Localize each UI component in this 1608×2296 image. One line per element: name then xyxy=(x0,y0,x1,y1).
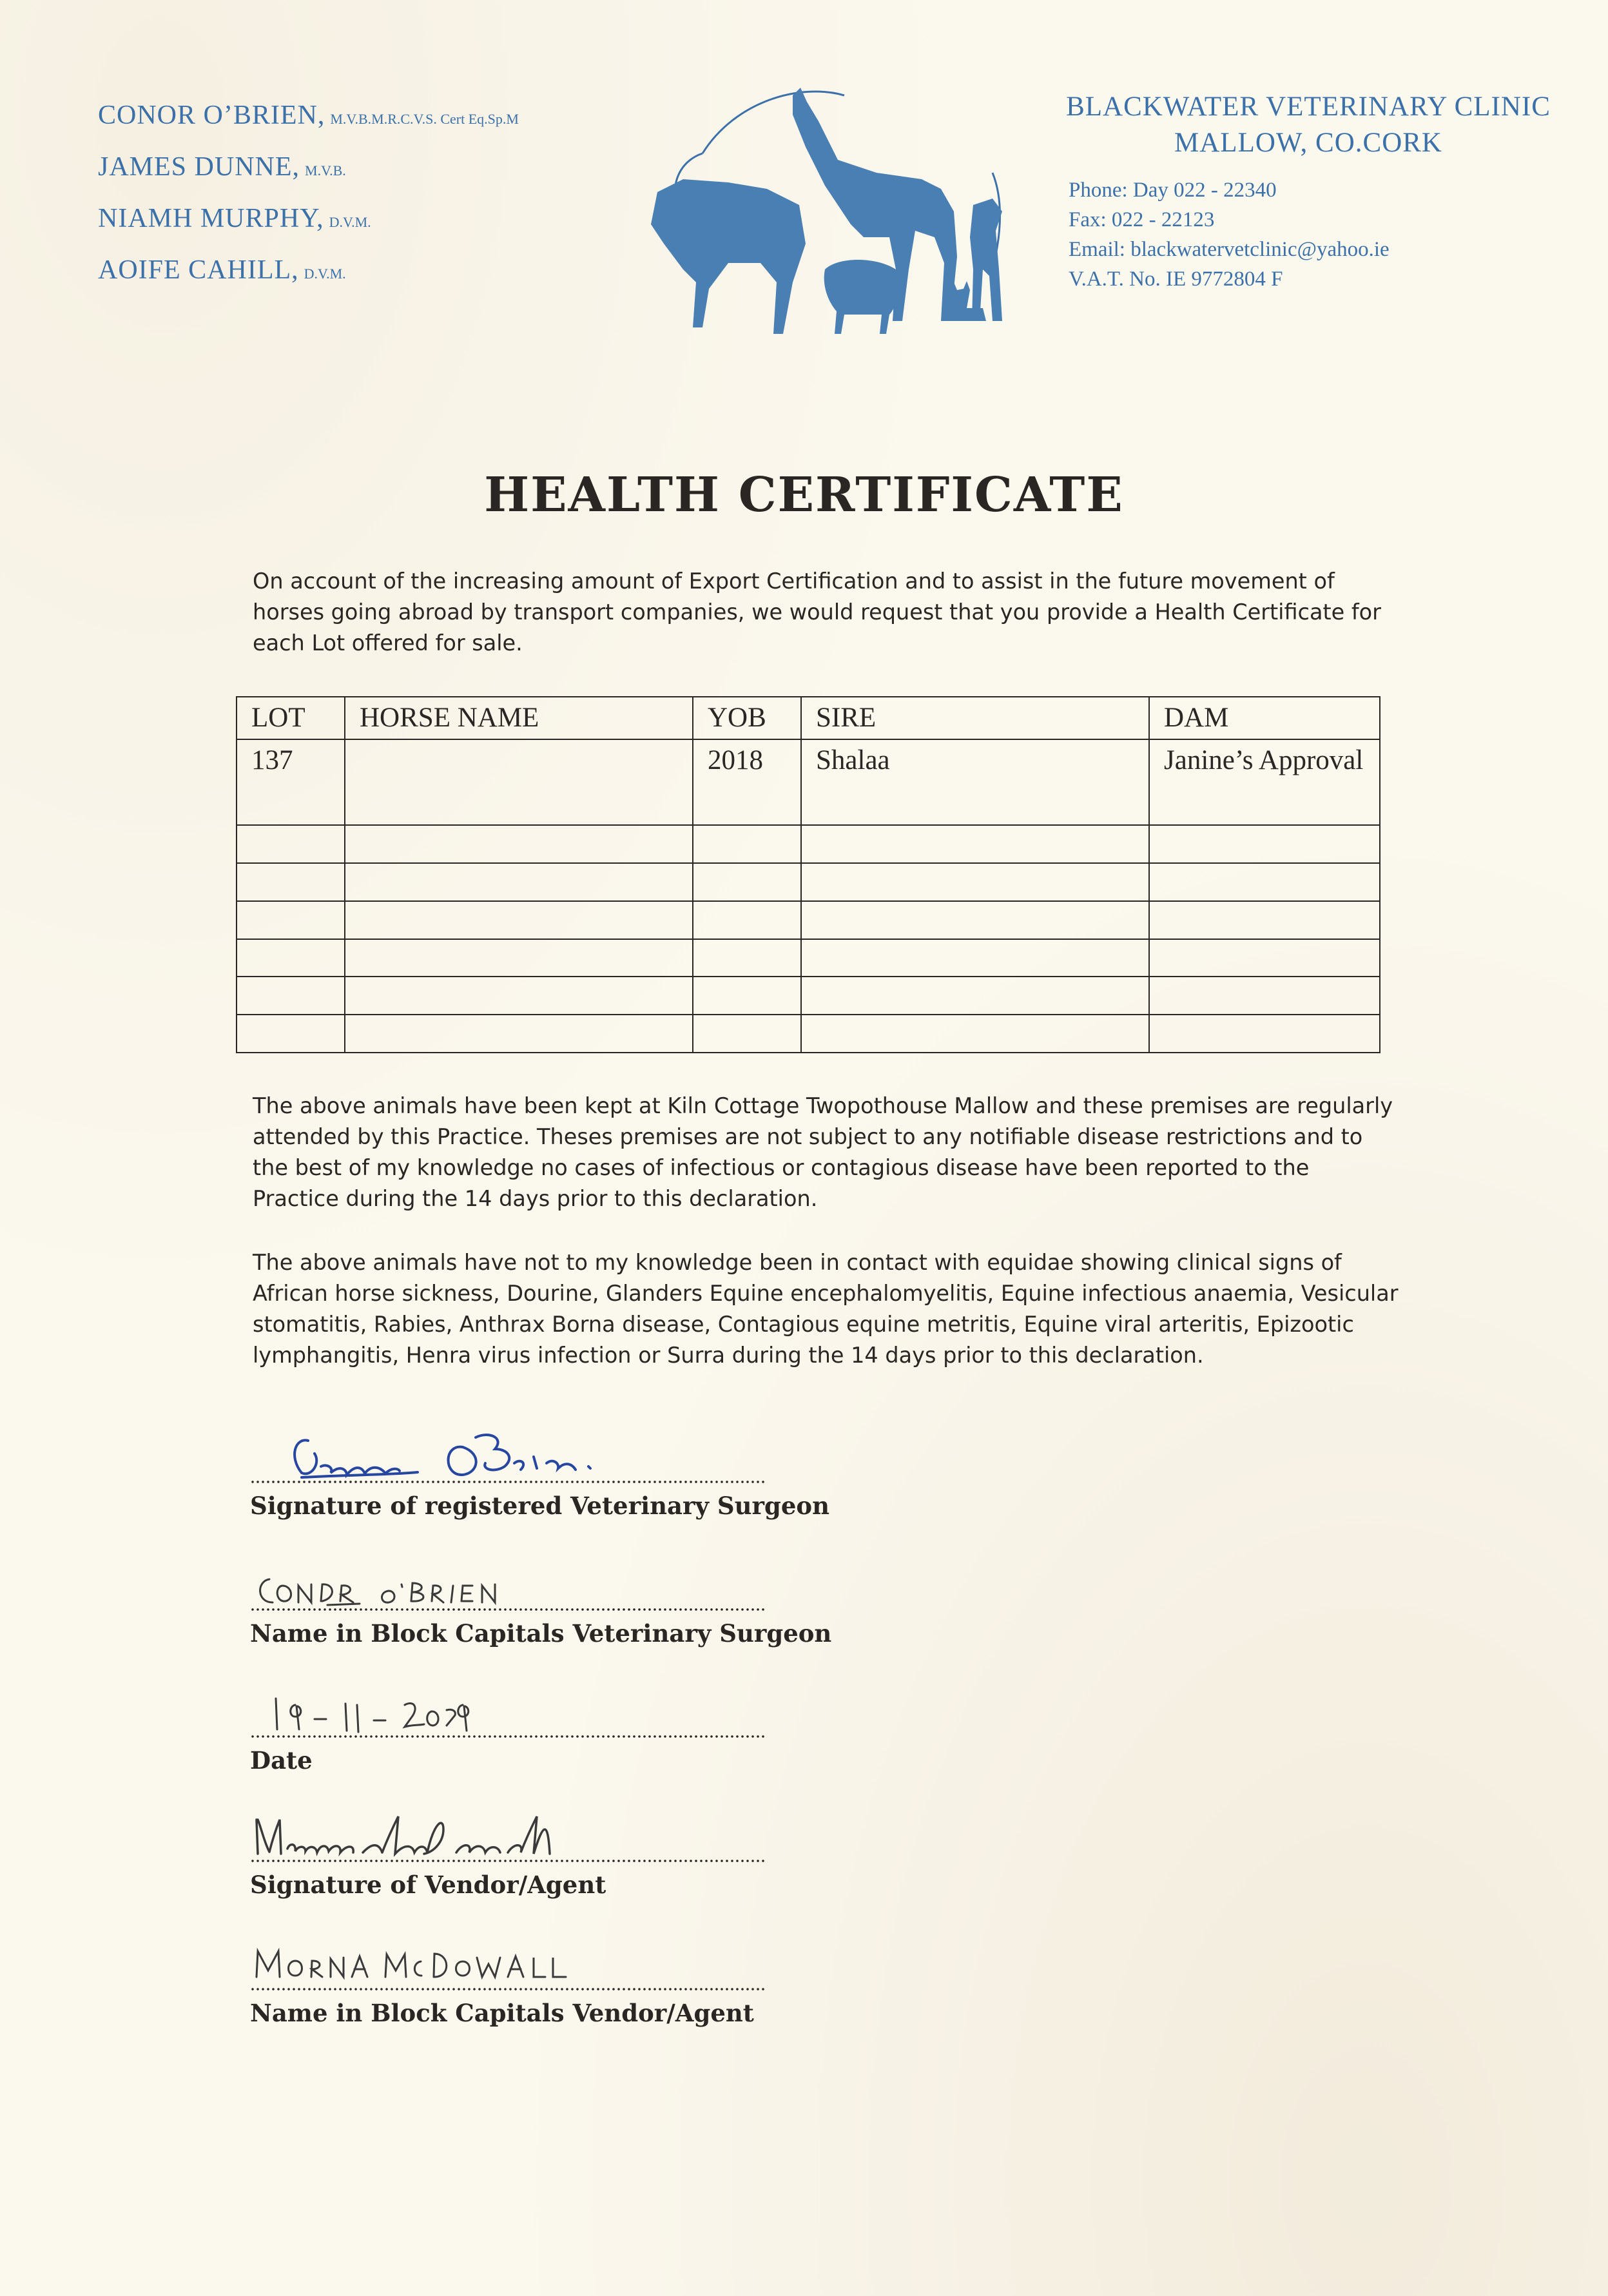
vet-list xyxy=(98,92,519,298)
blank-table-row xyxy=(237,901,1380,939)
cell-sire: Shalaa xyxy=(801,739,1149,825)
vet-qualifications: D.V.M. xyxy=(329,214,371,230)
vendor-signature-handwriting xyxy=(250,1797,766,1859)
clinic-phone: Phone: Day 022 - 22340 xyxy=(1069,179,1277,202)
blank-table-row xyxy=(237,863,1380,901)
column-header-horse-name: HORSE NAME xyxy=(345,697,693,739)
clinic-contact xyxy=(1069,175,1592,294)
vendor-name-handwriting xyxy=(250,1925,766,1987)
vet-entry xyxy=(98,92,519,143)
vet-signature-handwriting xyxy=(250,1418,829,1480)
clinic-vat-number: V.A.T. No. IE 9772804 F xyxy=(1069,268,1283,291)
vet-entry xyxy=(98,195,519,246)
document-title: HEALTH CERTIFICATE xyxy=(484,467,1124,523)
vet-signature-block xyxy=(250,1418,829,1520)
table-row xyxy=(237,739,1380,825)
intro-paragraph: On account of the increasing amount of Export Certification and to assist in the future movement of horses going abroad by transport companies, we would request that you provide a Health Certificate for each Lot offered for sale. xyxy=(253,569,1381,656)
cell-lot: 137 xyxy=(237,739,345,825)
column-header-yob: YOB xyxy=(693,697,801,739)
clinic-email: Email: blackwatervetclinic@yahoo.ie xyxy=(1069,238,1390,261)
premises-statement: The above animals have been kept at Kiln Cottage Twopothouse Mallow and these premises are regularly attended by this Practice. Theses premises are not subject to any notifiable disease restrictions and to the best of my knowledge no cases of infectious or contagious disease have been reported to the Practice during the 14 days prior to this declaration. xyxy=(253,1093,1393,1211)
contact-statement: The above animals have not to my knowledge been in contact with equidae showing clinical signs of African horse sickness, Dourine, Glanders Equine encephalomyelitis, Equine infectious anaemia, Vesicular stomatitis, Rabies, Anthrax Borna disease, Contagious equine metritis, Equine viral arteritis, Epizootic lymphangitis, Henra virus infection or Surra during the 14 days prior to this declaration. xyxy=(253,1250,1399,1368)
clinic-location: MALLOW, CO.CORK xyxy=(1174,128,1442,158)
table-header-row xyxy=(237,697,1380,739)
vet-name-label: Name in Block Capitals Veterinary Surgeon xyxy=(250,1619,832,1648)
column-header-dam: DAM xyxy=(1149,697,1380,739)
cell-dam: Janine’s Approval xyxy=(1149,739,1380,825)
vet-qualifications: M.V.B. xyxy=(305,162,346,179)
column-header-lot: LOT xyxy=(237,697,345,739)
blank-table-row xyxy=(237,1015,1380,1053)
vet-name: NIAMH MURPHY, xyxy=(98,204,324,233)
vet-name: JAMES DUNNE, xyxy=(98,152,300,182)
vet-qualifications: M.V.B.M.R.C.V.S. Cert Eq.Sp.M xyxy=(330,111,519,127)
cell-horse-name xyxy=(345,739,693,825)
column-header-sire: SIRE xyxy=(801,697,1149,739)
vet-name: AOIFE CAHILL, xyxy=(98,255,299,285)
date-block xyxy=(250,1673,766,1775)
date-handwriting xyxy=(250,1673,766,1735)
vendor-name-label: Name in Block Capitals Vendor/Agent xyxy=(250,1999,754,2027)
blank-table-row xyxy=(237,977,1380,1015)
vet-entry xyxy=(98,246,519,298)
vet-name-handwriting xyxy=(250,1546,831,1608)
vendor-signature-label: Signature of Vendor/Agent xyxy=(250,1871,606,1899)
clinic-fax: Fax: 022 - 22123 xyxy=(1069,208,1215,231)
cell-yob: 2018 xyxy=(693,739,801,825)
clinic-info xyxy=(1025,89,1592,294)
vet-signature-label: Signature of registered Veterinary Surgeon xyxy=(250,1492,830,1520)
blank-table-row xyxy=(237,825,1380,863)
clinic-animal-logo xyxy=(632,76,1025,347)
vendor-signature-block xyxy=(250,1797,766,1899)
vet-name: CONOR O’BRIEN, xyxy=(98,101,325,130)
blank-table-row xyxy=(237,939,1380,977)
vet-name-block xyxy=(250,1546,831,1648)
lots-table xyxy=(236,696,1380,1053)
vet-entry xyxy=(98,143,519,195)
clinic-name-line: BLACKWATER VETERINARY CLINIC xyxy=(1066,92,1551,122)
vet-qualifications: D.V.M. xyxy=(304,266,346,282)
date-label: Date xyxy=(250,1746,313,1775)
vendor-name-block xyxy=(250,1925,766,2027)
